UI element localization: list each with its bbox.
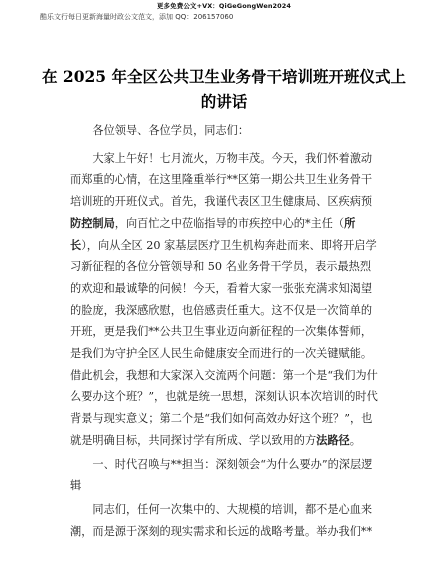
section-heading: 一、时代召唤与**担当：深刻领会“为什么要办”的深层逻辑 <box>70 457 373 493</box>
top-banner: 更多免费公文+VX：QiGeGongWen2024 <box>156 2 292 10</box>
document-body <box>70 120 382 542</box>
emphasis-text: 防控制局 <box>70 215 115 230</box>
paragraph-section-one: 同志们，任何一次集中的、大规模的培训，都不是心血来潮，而是源于深刻的现实需求和长远的战略考量。举办我们** <box>70 502 373 538</box>
emphasis-text: 法路径 <box>316 432 350 447</box>
document-title: 在 2025 年全区公共卫生业务骨干培训班开班仪式上的讲话 <box>42 67 406 111</box>
promo-line: 酷乐文行每日更新海量时政公文范文，添加 QQ：206157060 <box>40 13 234 21</box>
paragraph-text: ，向百忙之中莅临指导的市疾控中心的*主任（ <box>114 216 345 230</box>
salutation: 各位领导、各位学员，同志们： <box>92 124 250 137</box>
paragraph-opening <box>70 148 382 452</box>
paragraph-text: ），向从全区 20 家基层医疗卫生机构奔赴而来、即将开启学习新征程的各位分管领导和 50 名业务骨干学员，表示最热烈的欢迎和最诚挚的问候！今天，看着大家一张张充满求知渴望的脸庞，我深感欣慰，也倍感责任重大。这不仅是一次简单的开班，更是我们**公共卫生事业迈向新征程的一次集体誓师，是我们为守护全区人民生命健康安全而进行的一次关键赋能。借此机会，我想和大家深入交流两个问题：第一个是“我们为什么要办这个班？”，也就是统一思想，深刻认识本次培训的时代背景与现实意义；第二个是“我们如何高效办好这个班？”，也就是明确目标，共同探讨学有所成、学以致用的方 <box>70 238 378 447</box>
paragraph-text: 大家上午好！七月流火，万物丰茂。今天，我们怀着激动而郑重的心情，在这里隆重举行**区第一期公共卫生业务骨干培训班的开班仪式。首先，我谨代表区卫生健康局、区疾病预 <box>70 151 373 209</box>
paragraph-text: 。 <box>349 433 361 447</box>
emphasis-text: 所长 <box>70 216 356 252</box>
